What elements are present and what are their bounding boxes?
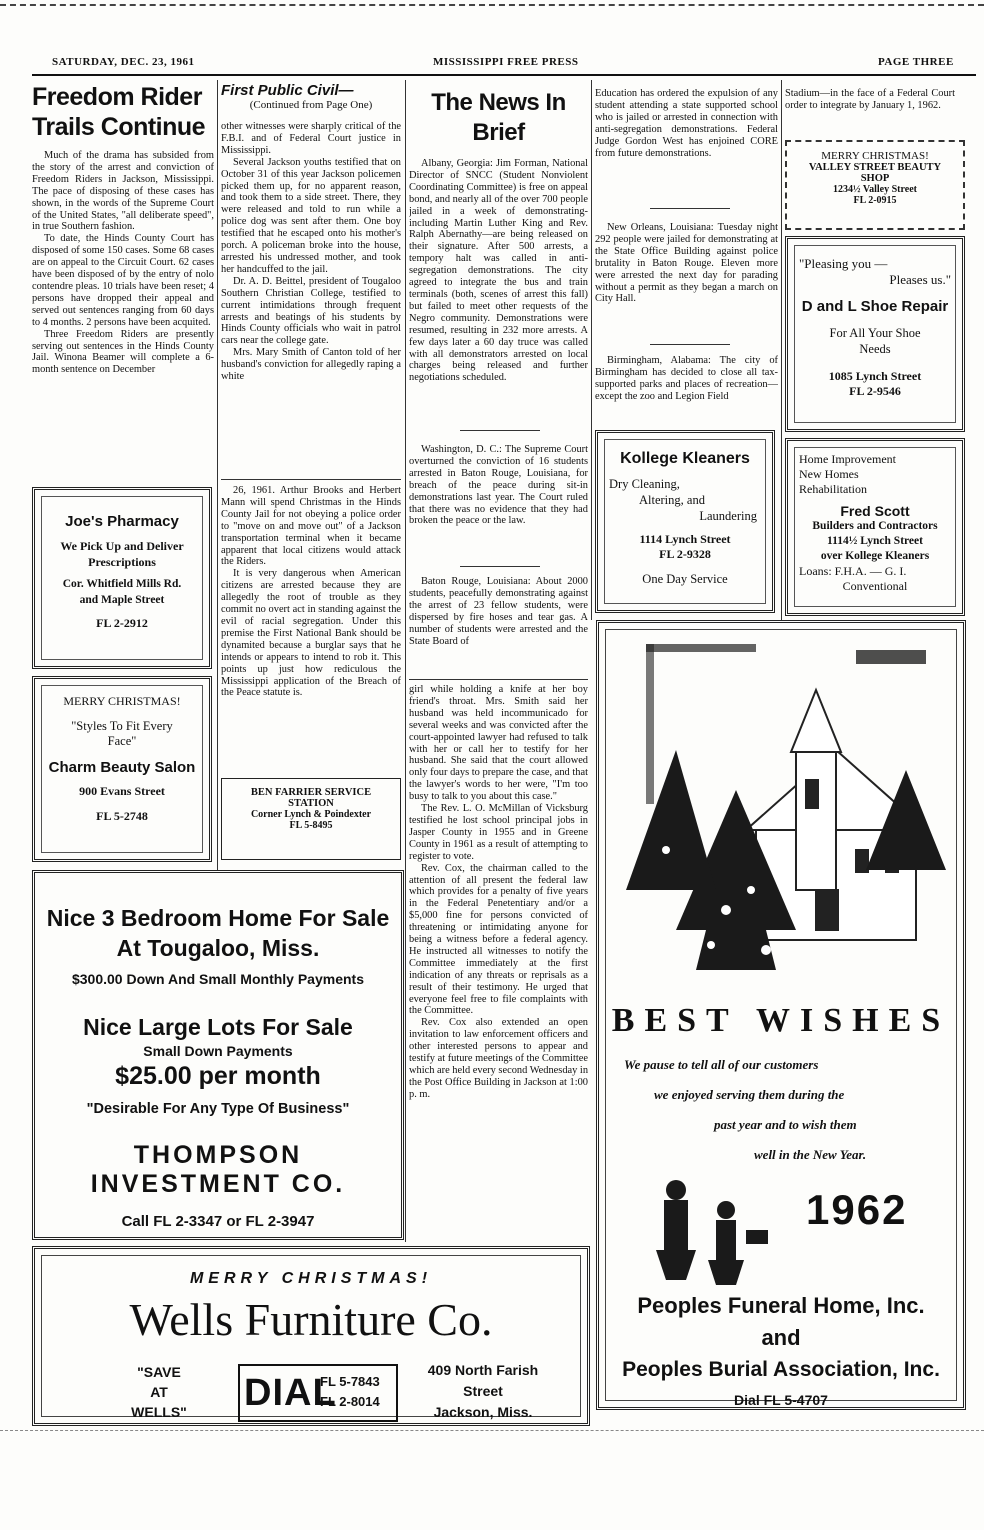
address-line: Jackson, Miss.: [433, 1404, 533, 1420]
washington-brief: [409, 444, 588, 559]
headline: First Public Civil—: [221, 82, 354, 99]
ad-business-name: Peoples Burial Association, Inc.: [622, 1358, 940, 1381]
paragraph: Washington, D. C.: The Supreme Court overturned the conviction of 16 students arrested in Baton Rouge, Louisiana, for breach of the peace during sit-in demonstrations last year. The Court ruled that there was no evidence that they had broken the peace or the law.: [409, 444, 588, 527]
message-line: well in the New Year.: [754, 1147, 867, 1162]
ad-greeting: MERRY CHRISTMAS!: [821, 150, 929, 162]
ad-phone: Call FL 2-3347 or FL 2-3947: [121, 1213, 315, 1230]
ad-business-name: VALLEY STREET BEAUTY: [808, 162, 942, 173]
valley-street-beauty-ad: [785, 140, 965, 230]
ad-phone: Dial FL 5-4707: [734, 1392, 828, 1408]
peoples-funeral-home-ad: [596, 620, 966, 1410]
fred-scott-ad: [785, 438, 965, 616]
ad-line: Rehabilitation: [799, 482, 867, 496]
paragraph: Dr. A. D. Beittel, president of Tougaloo Southern Christian College, testified to current intimidations through frequent arrests and beatings of his students by Hinds County officials who wait in patrol cars near the college gate.: [221, 275, 401, 347]
ad-address: over Kollege Kleaners: [820, 550, 930, 562]
ad-address: 1114½ Lynch Street: [827, 535, 923, 547]
ad-line: Home Improvement: [799, 452, 896, 466]
address-line: 409 North Farish: [427, 1362, 539, 1378]
paragraph: other witnesses were sharply critical of the F.B.I. and of Federal Court justice in Mississippi.: [221, 121, 401, 156]
headline-line-2: Trails Continue: [32, 113, 206, 141]
ad-phone: FL 5-7843: [320, 1374, 380, 1389]
funeral-home-name-block: [606, 1290, 956, 1408]
paragraph: It is very dangerous when American citizens are arrested because they are allegedly the root of trouble as they commit no overt act in standing against the evil of racial segregation. Under this premise the First National Bank should be dynamited because a burglar says that he intends or appears to intend to rob it. This points up just how rediculous the Mississippi application of the Breach of the Peace statute is.: [221, 568, 401, 699]
thompson-investment-ad: [32, 870, 404, 1240]
paragraph: Rev. Cox also extended an open invitation to law enforcement officers and other interested persons to appear and testify at future meetings of the Committee which are held every second Wednesday in the Post Office Building in Jackson at 1:00 p. m.: [409, 1017, 588, 1100]
ad-line: Dry Cleaning,: [609, 477, 680, 491]
first-public-civil-article: [221, 82, 401, 474]
paragraph: To date, the Hinds County Court has disposed of some 150 cases. Some 68 cases are on appeal to the Circuit Court. 62 cases have been disposed of by the entry of nolo contendre pleas. 10 trials have been reset; 4 persons have dropped their appeal and served out sentences ranging from 60 days to 4 months. 2 persons have been acquited.: [32, 233, 214, 328]
header-page-number: PAGE THREE: [878, 56, 954, 68]
ad-address: Corner Lynch & Poindexter: [250, 809, 372, 820]
paragraph: Birmingham, Alabama: The city of Birmingham has decided to close all tax-supported parks and places of recreation—except the zoo and Legion Field: [595, 355, 778, 402]
header-date: SATURDAY, DEC. 23, 1961: [52, 56, 195, 68]
ad-slogan: [114, 1362, 204, 1422]
ad-line: $300.00 Down And Small Monthly Payments: [71, 971, 364, 987]
ad-headline: BEST WISHES: [611, 1002, 951, 1039]
freedom-rider-article: [32, 82, 214, 482]
ad-greeting: MERRY CHRISTMAS!: [189, 1270, 433, 1287]
slogan-line: WELLS": [131, 1404, 187, 1420]
ad-slogan: "Desirable For Any Type Of Business": [86, 1101, 350, 1117]
divider: [460, 566, 540, 567]
ad-phone: FL 5-8495: [289, 820, 333, 831]
ad-phone: FL 2-9546: [849, 384, 901, 398]
dial-box: [238, 1364, 398, 1422]
ad-line: Prescriptions: [88, 555, 156, 569]
ad-phone: FL 2-0915: [853, 195, 897, 206]
paragraph: 26, 1961. Arthur Brooks and Herbert Mann will spend Christmas in the Hinds County Jail for not obeying a police order to "move on and move out" of a Jackson transportation terminal when it became apparent that local citizens would attack the Riders.: [221, 485, 401, 568]
divider: [460, 430, 540, 431]
headline: The News In Brief: [431, 89, 566, 146]
ad-business-name: Wells Furniture Co.: [129, 1294, 493, 1345]
new-orleans-brief: [595, 222, 778, 337]
ad-slogan: Face": [107, 734, 137, 748]
ad-headline: Nice Large Lots For Sale: [83, 1014, 353, 1040]
ad-conjunction: and: [761, 1325, 801, 1350]
header-paper-name: MISSISSIPPI FREE PRESS: [433, 56, 579, 68]
baton-rouge-brief: [409, 576, 588, 676]
ad-business-name: BEN FARRIER SERVICE: [250, 787, 372, 798]
header-rule: [32, 74, 976, 76]
ad-phone: FL 2-2912: [96, 616, 148, 630]
message-line: past year and to wish them: [714, 1117, 857, 1132]
paragraph: Baton Rouge, Louisiana: About 2000 students, peacefully demonstrating against the arrest of 23 fellow students, were dispersed by fire hoses and tear gas. A number of students were arrested and the State Board of: [409, 576, 588, 647]
ad-address: 900 Evans Street: [79, 784, 165, 798]
ad-line: Small Down Payments: [143, 1043, 293, 1059]
d-and-l-shoe-repair-ad: [785, 236, 965, 432]
paragraph: New Orleans, Louisiana: Tuesday night 292 people were jailed for demonstrating at the State Office Building against police brutality in Baton Rouge. Eleven more were arrested the next day for parading without a permit as they began a march on City Hall.: [595, 222, 778, 305]
kollege-kleaners-ad: [595, 430, 775, 613]
ad-address: 1114 Lynch Street: [639, 532, 731, 546]
ad-slogan: Pleases us.": [889, 272, 951, 287]
stitch-band: [646, 644, 756, 652]
stitch-band: [856, 650, 926, 664]
column-rule: [591, 80, 592, 620]
ad-address: [408, 1360, 558, 1423]
ad-business-name: THOMPSON INVESTMENT CO.: [90, 1141, 346, 1198]
ad-line: Laundering: [699, 509, 757, 523]
ad-line: Altering, and: [639, 493, 705, 507]
ad-phone: FL 2-8014: [320, 1394, 380, 1409]
column-rule: [405, 80, 406, 1242]
ad-business-name: Joe's Pharmacy: [65, 513, 179, 530]
headline-line-1: Freedom Rider: [32, 83, 202, 111]
ad-business-name: Kollege Kleaners: [620, 450, 750, 467]
slogan-line: AT: [150, 1384, 168, 1400]
ad-year: 1962: [806, 1186, 908, 1233]
christmas-church-illustration: [606, 630, 964, 990]
divider: [650, 208, 730, 209]
paragraph: Education has ordered the expulsion of any student attending a state supported school who is jailed or arrested in connection with anti-segregation demonstrations. Federal Judge Gordon West has enjoined CORE from future demonstrations.: [595, 88, 778, 159]
divider: [650, 344, 730, 345]
ad-line: New Homes: [799, 467, 859, 481]
paragraph: Three Freedom Riders are presently serving out sentences in the Hinds County Jail. Winona Beamer will complete a 6-month sentence on December: [32, 328, 214, 376]
paragraph: Several Jackson youths testified that on October 31 of this year Jackson policemen picked them up, for no apparent reason, and took them to a side street. There, they were released and told to run while a police dog was sent after them. One boy testified that he escaped onto his mother's porch. A policeman broke into the house, arrested his undressed mother, and took her handcuffed to the jail.: [221, 156, 401, 275]
ad-business-name: D and L Shoe Repair: [801, 298, 949, 315]
freedom-rider-continued: [221, 485, 401, 765]
birmingham-brief: [595, 355, 778, 425]
greeting-message: [624, 1050, 944, 1170]
paragraph: Much of the drama has subsided from the story of the arrest and conviction of Freedom Riders in Jackson, Mississippi. The pace of disposing of these cases has shown, in the words of the Supreme Court of the United States, "all deliberate speed", in true Southern fashion.: [32, 150, 214, 233]
ad-line: We Pick Up and Deliver: [60, 539, 184, 553]
ad-business-name: Charm Beauty Salon: [48, 759, 196, 776]
ad-line: Needs: [859, 342, 891, 356]
ben-farrier-ad: [221, 778, 401, 860]
dial-numbers: [320, 1372, 380, 1412]
wells-furniture-ad: [32, 1246, 590, 1426]
birmingham-continued: [785, 88, 955, 128]
ad-address: and Maple Street: [79, 594, 165, 606]
best-wishes-banner: [606, 1002, 956, 1040]
slogan-line: "SAVE: [137, 1364, 181, 1380]
ad-greeting: MERRY CHRISTMAS!: [63, 694, 181, 708]
paragraph: Albany, Georgia: Jim Forman, National Director of SNCC (Student Nonviolent Coordinating Committee) is free on appeal bond, and nearly all of the over 700 people jailed in a week of demonstrating-including Martin Luther King and Rev. Ralph Abernathy—are being released on their signature. After 500 arrests, a tempory halt was called in anti-segregation demonstrations. The city agreed to integrate the bus and train terminals (both, scenes of arrest this fall) but failed to meet other requests of the Negro community. Demonstrations were resumed, resulting in 232 more arrests. A few days later a 60 day truce was called with all demonstrators arrested on local charges being released and further negotiations scheduled.: [409, 158, 588, 384]
joes-pharmacy-ad: [32, 487, 212, 669]
ad-headline: At Tougaloo, Miss.: [116, 935, 320, 961]
ad-business-name: Fred Scott: [840, 503, 910, 519]
divider: [221, 479, 401, 480]
stitch-band: [646, 644, 654, 804]
ad-price: $25.00 per month: [115, 1062, 321, 1090]
paragraph: girl while holding a knife at her boy friend's throat. Mrs. Smith said her husband was held incommunicado for several weeks and was convicted after the court-appointed lawyer had refused to talk with her or call her to testify for her husband. She said that the court allowed only four days to prepare the case, and that the lawyer's words to her were, "I'm too busy to talk to you about this case.": [409, 684, 588, 803]
education-brief: [595, 88, 778, 203]
dial-label: DIAL: [244, 1372, 337, 1414]
paragraph: The Rev. L. O. McMillan of Vicksburg testified he lost school principal jobs in Jasper County in 1955 and in Greene County in 1961 as a result of attempting to register to vote.: [409, 803, 588, 862]
bottom-border: [0, 1430, 984, 1431]
ad-address: 1085 Lynch Street: [828, 369, 922, 383]
continued-note: (Continued from Page One): [249, 99, 373, 111]
paragraph: Rev. Cox, the chairman called to the attention of all present the federal law which provides for a penalty of five years in the Federal Penetentiary and/or a $5,000 fine for persons convicted of threatening or intimidating anyone for being a witness before a federal agency. He instructed all witnesses to notify the Committee immediately at the first indication of any threats or reprisals as a result of their testimony. He urged that everyone feel free to file complaints with the Committee.: [409, 862, 588, 1017]
message-line: We pause to tell all of our customers: [624, 1057, 819, 1072]
ad-business-name: STATION: [288, 798, 334, 809]
ad-address: 1234½ Valley Street: [833, 184, 917, 195]
top-border: [0, 4, 984, 6]
ad-line: Conventional: [842, 579, 908, 593]
ad-line: One Day Service: [642, 572, 728, 586]
article-body: [32, 150, 214, 376]
ad-slogan: "Pleasing you —: [799, 256, 888, 271]
ad-headline: Nice 3 Bedroom Home For Sale: [46, 905, 390, 931]
news-in-brief-article: [409, 82, 588, 422]
paragraph: Stadium—in the face of a Federal Court order to integrate by January 1, 1962.: [785, 88, 955, 111]
ad-line: For All Your Shoe: [829, 326, 921, 340]
ad-phone: FL 2-9328: [659, 547, 711, 561]
charm-beauty-salon-ad: [32, 676, 212, 862]
ad-phone: FL 5-2748: [96, 809, 148, 823]
address-line: Street: [463, 1383, 503, 1399]
message-line: we enjoyed serving them during the: [654, 1087, 845, 1102]
first-public-civil-continued: [409, 684, 588, 1239]
column-rule: [781, 80, 782, 620]
ad-line: Loans: F.H.A. — G. I.: [799, 564, 907, 578]
ad-slogan: "Styles To Fit Every: [71, 719, 173, 733]
ad-address: Cor. Whitfield Mills Rd.: [62, 578, 182, 590]
ad-business-name: Peoples Funeral Home, Inc.: [637, 1293, 925, 1318]
column-rule: [217, 80, 218, 870]
carolers-illustration: [646, 1170, 786, 1290]
ad-business-name: SHOP: [860, 173, 890, 184]
paragraph: Mrs. Mary Smith of Canton told of her husband's conviction for allegedly raping a white: [221, 347, 401, 383]
divider: [409, 679, 588, 680]
ad-line: Builders and Contractors: [812, 520, 938, 532]
